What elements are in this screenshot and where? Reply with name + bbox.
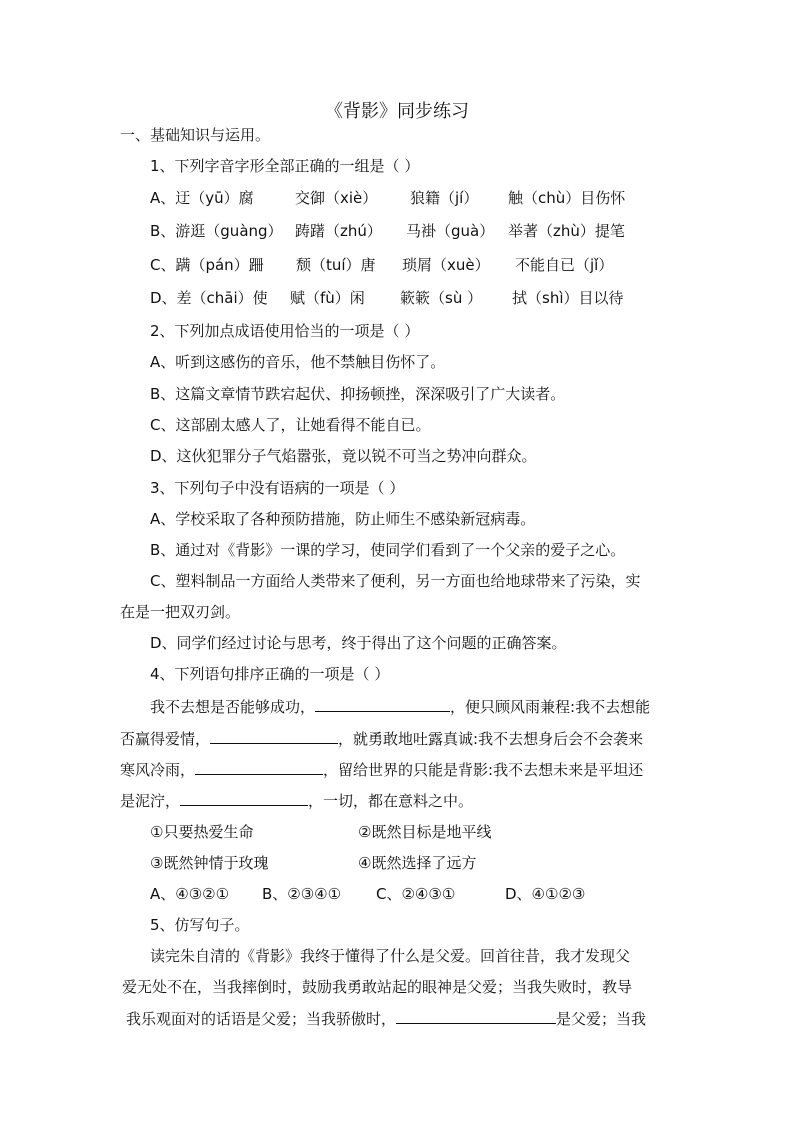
q4-option-c: C、②④③① [376, 885, 456, 903]
q2-option-d: D、这伙犯罪分子气焰嚣张，竟以锐不可当之势冲向群众。 [150, 447, 537, 465]
q4-blank-4[interactable] [180, 790, 308, 806]
q1-option-c-item1: C、蹒（pán）跚 [150, 256, 264, 274]
question-4-stem: 4、下列语句排序正确的一项是（ ） [150, 665, 390, 683]
q4-item-4: ④既然选择了远方 [358, 854, 477, 872]
q4-passage-2a: 否赢得爱情， [120, 730, 211, 748]
q1-option-b-item2: 踌躇（zhú） [295, 222, 382, 240]
q1-option-c-item2: 颓（tuí）唐 [296, 256, 376, 274]
q1-option-d-item4: 拭（shì）目以待 [512, 289, 624, 307]
q4-option-b: B、②③④① [262, 885, 342, 903]
q1-option-c-item3: 琐屑（xuè） [402, 256, 490, 274]
q5-passage-3b: 是父爱；当我 [556, 1010, 647, 1028]
q2-option-b: B、这篇文章情节跌宕起伏、抑扬顿挫，深深吸引了广大读者。 [150, 385, 566, 403]
q4-passage-2b: ，就勇敢地吐露真诚:我不去想身后会不会袭来 [338, 730, 644, 748]
q3-option-b: B、通过对《背影》一课的学习，使同学们看到了一个父亲的爱子之心。 [150, 541, 626, 559]
q1-option-a-item4: 触（chù）目伤怀 [508, 189, 626, 207]
q5-passage-line3 [126, 1008, 646, 1029]
q4-passage-line2 [120, 728, 643, 749]
q1-option-c-item4: 不能自已（jǐ） [515, 256, 614, 274]
q4-passage-line1 [150, 696, 650, 717]
q1-option-a-item1: A、迂（yū）腐 [150, 189, 254, 207]
q1-option-b-item4: 举著（zhù）提笔 [508, 222, 625, 240]
q1-option-a-item2: 交御（xiè） [295, 189, 378, 207]
q4-item-2: ②既然目标是地平线 [358, 823, 492, 841]
q3-option-a: A、学校采取了各种预防措施，防止师生不感染新冠病毒。 [150, 510, 536, 528]
q1-option-b-item3: 马褂（guà） [406, 222, 495, 240]
q3-option-d: D、同学们经过讨论与思考，终于得出了这个问题的正确答案。 [150, 634, 567, 652]
q4-item-1: ①只要热爱生命 [150, 823, 254, 841]
q4-passage-line4 [120, 790, 473, 811]
q4-blank-3[interactable] [195, 759, 323, 775]
q4-passage-line3 [120, 759, 643, 780]
q4-item-3: ③既然钟情于玫瑰 [150, 854, 269, 872]
q4-option-a: A、④③②① [150, 885, 230, 903]
q4-passage-4b: ，一切，都在意料之中。 [308, 792, 474, 810]
q4-option-d: D、④①②③ [505, 885, 586, 903]
page-title: 《背影》同步练习 [325, 101, 469, 122]
q4-passage-3b: ，留给世界的只能是背影:我不去想未来是平坦还 [323, 761, 644, 779]
q4-passage-1b: ，便只顾风雨兼程:我不去想能 [450, 698, 651, 716]
q1-option-a-item3: 狼籍（jí） [410, 189, 479, 207]
question-1-stem: 1、下列字音字形全部正确的一组是（ ） [150, 157, 420, 175]
q3-option-c-continued: 在是一把双刃剑。 [120, 603, 241, 621]
q5-passage-line1: 读完朱自清的《背影》我终于懂得了什么是父爱。回首往昔，我才发现父 [150, 947, 631, 965]
q2-option-a: A、听到这感伤的音乐，他不禁触目伤怀了。 [150, 353, 446, 371]
q1-option-d-item2: 赋（fù）闲 [290, 289, 365, 307]
q4-passage-4a: 是泥泞， [120, 792, 181, 810]
q1-option-d-item3: 簌簌（sù ） [400, 289, 483, 307]
question-5-stem: 5、仿写句子。 [150, 916, 250, 934]
q2-option-c: C、这部剧太感人了，让她看得不能自已。 [150, 416, 431, 434]
section-heading: 一、基础知识与运用。 [120, 126, 271, 144]
q4-blank-1[interactable] [315, 696, 450, 712]
q1-option-d-item1: D、差（chāi）使 [150, 289, 268, 307]
q4-passage-3a: 寒风冷雨， [120, 761, 196, 779]
q3-option-c: C、塑料制品一方面给人类带来了便利，另一方面也给地球带来了污染，实 [150, 572, 641, 590]
question-3-stem: 3、下列句子中没有语病的一项是（ ） [150, 479, 405, 497]
q5-passage-3a: 我乐观面对的话语是父爱；当我骄傲时， [126, 1010, 397, 1028]
q4-passage-1a: 我不去想是否能够成功， [150, 698, 316, 716]
question-2-stem: 2、下列加点成语使用恰当的一项是（ ） [150, 322, 420, 340]
q1-option-b-item1: B、游逛（guàng） [150, 222, 283, 240]
q4-blank-2[interactable] [210, 728, 338, 744]
q5-passage-line2: 爱无处不在，当我摔倒时，鼓励我勇敢站起的眼神是父爱；当我失败时，教导 [122, 978, 633, 996]
q5-blank-1[interactable] [396, 1008, 556, 1024]
